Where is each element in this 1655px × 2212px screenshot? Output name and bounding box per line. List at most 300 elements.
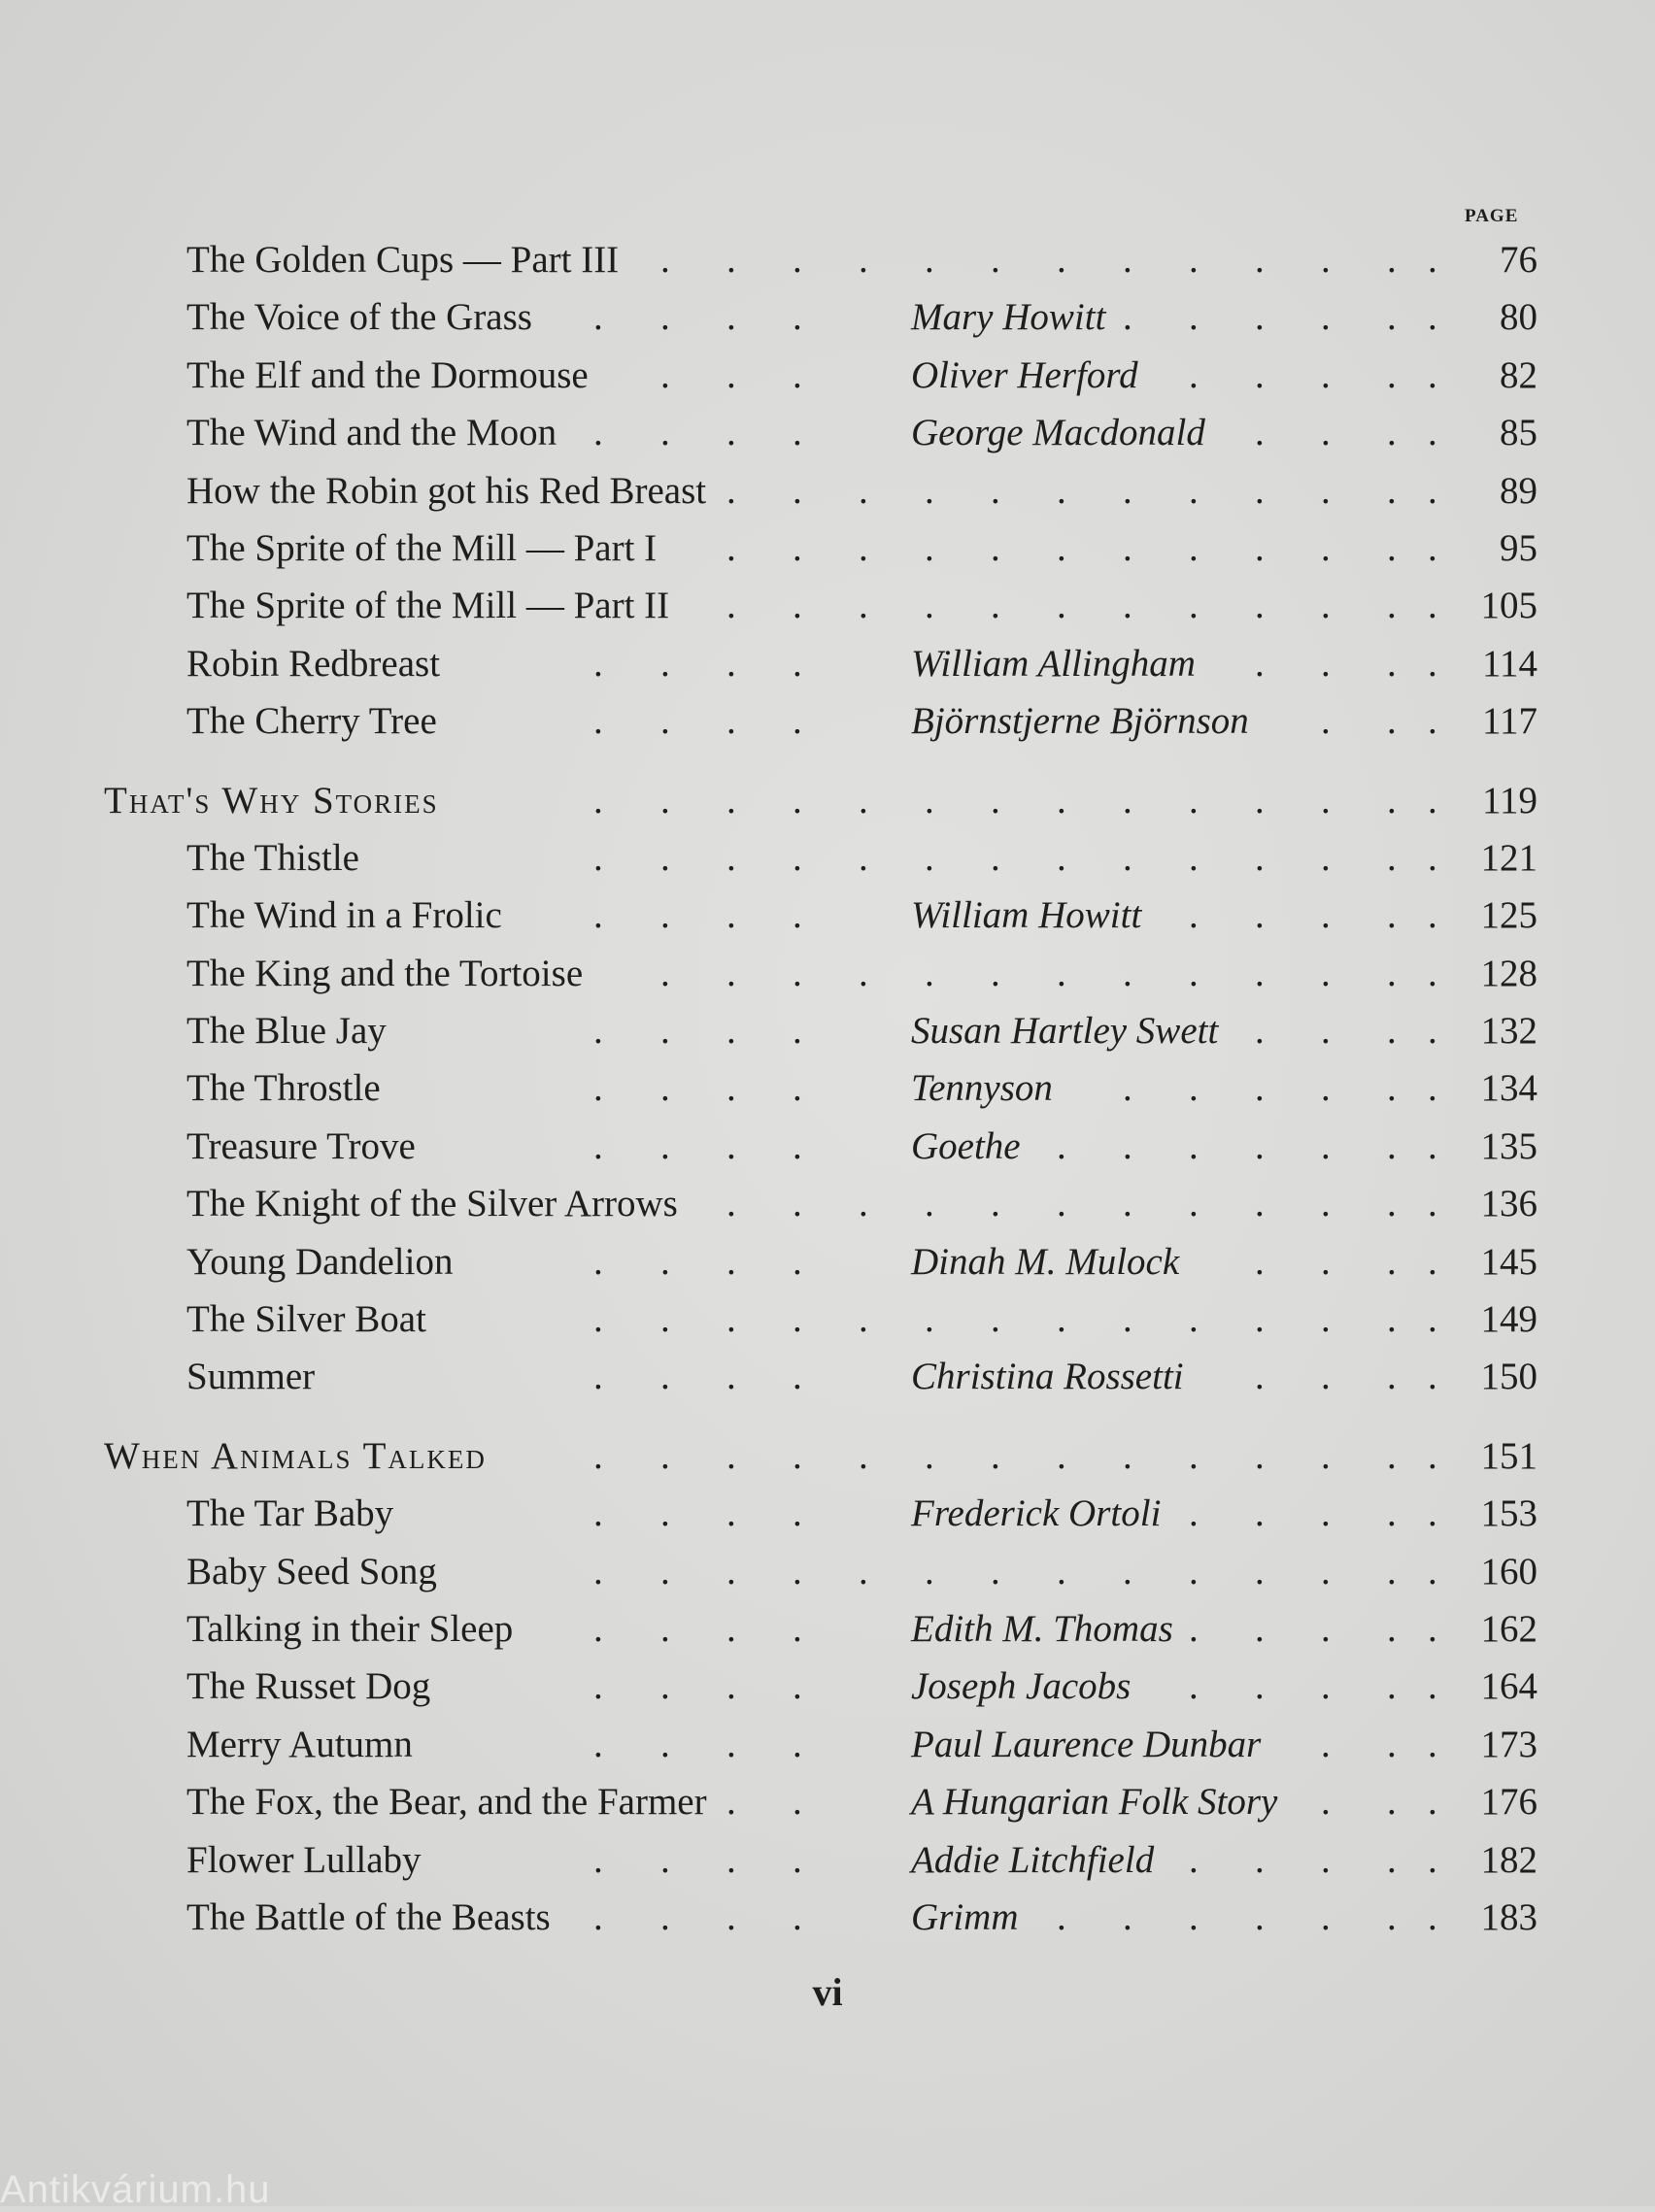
leader-dot: . <box>1255 1067 1265 1110</box>
toc-entry-author: William Howitt <box>911 894 1142 937</box>
page-column-header: PAGE <box>1465 206 1519 226</box>
toc-entry-page-number: 162 <box>1480 1607 1537 1650</box>
leader-dot: . <box>1321 1607 1331 1650</box>
leader-dot: . <box>726 1124 736 1167</box>
leader-dot: . <box>1321 1550 1331 1592</box>
leader-dot: . <box>1428 700 1437 743</box>
leader-dot: . <box>1387 239 1397 281</box>
toc-entry-author: Mary Howitt <box>911 296 1106 339</box>
leader-dot: . <box>1428 1356 1437 1398</box>
leader-dot: . <box>925 836 934 879</box>
leader-dot: . <box>1057 1895 1066 1938</box>
leader-dot: . <box>1123 779 1132 821</box>
toc-entry-page-number: 145 <box>1480 1240 1537 1283</box>
leader-dot: . <box>660 1492 670 1535</box>
leader-dot: . <box>1321 526 1331 569</box>
leader-dot: . <box>859 1550 868 1592</box>
leader-dot: . <box>991 952 1000 994</box>
leader-dot: . <box>1387 1607 1397 1650</box>
toc-entry-title: Summer <box>186 1356 316 1398</box>
leader-dot: . <box>1387 700 1397 743</box>
toc-entry-title: The Silver Boat <box>186 1298 426 1341</box>
toc-entry-page-number: 85 <box>1500 412 1537 454</box>
leader-dot: . <box>991 836 1000 879</box>
leader-dot: . <box>1123 239 1132 281</box>
leader-dot: . <box>1387 642 1397 685</box>
leader-dot: . <box>1387 952 1397 994</box>
leader-dot: . <box>793 1298 802 1341</box>
leader-dot: . <box>660 1838 670 1881</box>
toc-entry <box>0 1118 1655 1175</box>
toc-entry-page-number: 149 <box>1480 1298 1537 1341</box>
leader-dot: . <box>1123 1550 1132 1592</box>
toc-entry <box>0 577 1655 634</box>
leader-dot: . <box>726 894 736 937</box>
toc-entry <box>0 1348 1655 1405</box>
leader-dot: . <box>793 1723 802 1765</box>
leader-dot: . <box>925 239 934 281</box>
leader-dot: . <box>1321 1665 1331 1708</box>
leader-dot: . <box>660 642 670 685</box>
leader-dot: . <box>1255 585 1265 627</box>
toc-entry-title: The Sprite of the Mill — Part I <box>186 526 658 569</box>
toc-entry <box>0 1290 1655 1348</box>
leader-dot: . <box>859 779 868 821</box>
toc-entry-title: The Tar Baby <box>186 1492 394 1535</box>
toc-entry-page-number: 117 <box>1481 700 1537 743</box>
leader-dot: . <box>1321 1492 1331 1535</box>
toc-entry-title: The Elf and the Dormouse <box>186 353 589 396</box>
toc-entry-page-number: 160 <box>1480 1550 1537 1592</box>
toc-entry-title: The Blue Jay <box>186 1010 387 1053</box>
leader-dot: . <box>793 642 802 685</box>
leader-dot: . <box>1255 239 1265 281</box>
leader-dot: . <box>1321 1895 1331 1938</box>
leader-dot: . <box>1428 642 1437 685</box>
leader-dot: . <box>1428 1067 1437 1110</box>
leader-dot: . <box>1321 1010 1331 1053</box>
leader-dot: . <box>1189 353 1199 396</box>
leader-dot: . <box>1387 412 1397 454</box>
toc-entry-author: Edith M. Thomas <box>911 1607 1173 1650</box>
toc-entry <box>0 347 1655 404</box>
leader-dot: . <box>593 1665 603 1708</box>
leader-dot: . <box>1057 239 1066 281</box>
leader-dot: . <box>593 1010 603 1053</box>
toc-entry <box>0 519 1655 577</box>
leader-dot: . <box>991 1434 1000 1477</box>
toc-entry <box>0 692 1655 750</box>
leader-dot: . <box>1387 1067 1397 1110</box>
leader-dot: . <box>1189 296 1199 339</box>
toc-entry-title: The Golden Cups — Part III <box>186 239 620 281</box>
leader-dot: . <box>793 239 802 281</box>
leader-dot: . <box>660 952 670 994</box>
toc-entry-title: The Sprite of the Mill — Part II <box>186 585 670 627</box>
toc-entry-title: That's Why Stories <box>104 779 439 821</box>
leader-dot: . <box>726 1067 736 1110</box>
leader-dot: . <box>1387 526 1397 569</box>
leader-dot: . <box>793 1010 802 1053</box>
toc-entry-author: Christina Rossetti <box>911 1356 1184 1398</box>
toc-entry <box>0 1175 1655 1232</box>
leader-dot: . <box>1123 296 1132 339</box>
leader-dot: . <box>793 1183 802 1225</box>
leader-dot: . <box>1189 1838 1199 1881</box>
toc-entry <box>0 1600 1655 1658</box>
leader-dot: . <box>726 1550 736 1592</box>
leader-dot: . <box>593 779 603 821</box>
leader-dot: . <box>726 296 736 339</box>
leader-dot: . <box>593 1723 603 1765</box>
leader-dot: . <box>1428 526 1437 569</box>
leader-dot: . <box>726 952 736 994</box>
toc-entry-author: William Allingham <box>911 642 1196 685</box>
leader-dot: . <box>1321 1298 1331 1341</box>
leader-dot: . <box>1428 1240 1437 1283</box>
toc-entry-title: The Battle of the Beasts <box>186 1895 551 1938</box>
leader-dot: . <box>1321 1124 1331 1167</box>
leader-dot: . <box>1428 1492 1437 1535</box>
toc-entry-page-number: 151 <box>1480 1434 1537 1477</box>
leader-dot: . <box>726 1183 736 1225</box>
leader-dot: . <box>1428 1607 1437 1650</box>
leader-dot: . <box>1255 1240 1265 1283</box>
leader-dot: . <box>593 1067 603 1110</box>
leader-dot: . <box>660 1434 670 1477</box>
leader-dot: . <box>1123 952 1132 994</box>
toc-entry <box>0 887 1655 944</box>
leader-dot: . <box>1321 1434 1331 1477</box>
leader-dot: . <box>1428 1183 1437 1225</box>
leader-dot: . <box>859 585 868 627</box>
leader-dot: . <box>660 1356 670 1398</box>
leader-dot: . <box>1387 1183 1397 1225</box>
leader-dot: . <box>1255 894 1265 937</box>
leader-dot: . <box>793 1240 802 1283</box>
toc-entry-title: Robin Redbreast <box>186 642 441 685</box>
leader-dot: . <box>660 779 670 821</box>
leader-dot: . <box>593 700 603 743</box>
leader-dot: . <box>593 1895 603 1938</box>
leader-dot: . <box>793 353 802 396</box>
leader-dot: . <box>1387 1723 1397 1765</box>
leader-dot: . <box>1255 1895 1265 1938</box>
toc-entry-page-number: 125 <box>1480 894 1537 937</box>
leader-dot: . <box>660 894 670 937</box>
leader-dot: . <box>793 1781 802 1824</box>
toc-entry-title: The King and the Tortoise <box>186 952 584 994</box>
leader-dot: . <box>859 836 868 879</box>
leader-dot: . <box>859 1298 868 1341</box>
leader-dot: . <box>1428 412 1437 454</box>
leader-dot: . <box>1057 1124 1066 1167</box>
leader-dot: . <box>1255 1356 1265 1398</box>
leader-dot: . <box>726 642 736 685</box>
leader-dot: . <box>991 469 1000 512</box>
toc-entry <box>0 945 1655 1002</box>
toc-entry-author: Paul Laurence Dunbar <box>911 1723 1262 1765</box>
leader-dot: . <box>1428 1124 1437 1167</box>
leader-dot: . <box>726 412 736 454</box>
leader-dot: . <box>1387 296 1397 339</box>
leader-dot: . <box>1387 1124 1397 1167</box>
leader-dot: . <box>660 1298 670 1341</box>
toc-entry <box>0 1002 1655 1059</box>
leader-dot: . <box>1057 1298 1066 1341</box>
leader-dot: . <box>793 1665 802 1708</box>
leader-dot: . <box>991 1298 1000 1341</box>
toc-entry <box>0 1485 1655 1542</box>
leader-dot: . <box>1057 585 1066 627</box>
leader-dot: . <box>1123 1124 1132 1167</box>
leader-dot: . <box>1057 1183 1066 1225</box>
leader-dot: . <box>1255 952 1265 994</box>
leader-dot: . <box>1321 642 1331 685</box>
toc-entry-title: When Animals Talked <box>104 1434 487 1477</box>
leader-dot: . <box>991 239 1000 281</box>
leader-dot: . <box>925 469 934 512</box>
toc-entry <box>0 1773 1655 1830</box>
leader-dot: . <box>660 1550 670 1592</box>
leader-dot: . <box>1428 1723 1437 1765</box>
leader-dot: . <box>859 469 868 512</box>
leader-dot: . <box>859 1434 868 1477</box>
leader-dot: . <box>1321 1723 1331 1765</box>
toc-entry-page-number: 164 <box>1480 1665 1537 1708</box>
leader-dot: . <box>660 1010 670 1053</box>
toc-entry-page-number: 134 <box>1480 1067 1537 1110</box>
leader-dot: . <box>793 1492 802 1535</box>
leader-dot: . <box>1387 1240 1397 1283</box>
leader-dot: . <box>859 526 868 569</box>
toc-entry-author: Joseph Jacobs <box>911 1665 1131 1708</box>
toc-entry <box>0 1233 1655 1290</box>
leader-dot: . <box>726 1298 736 1341</box>
leader-dot: . <box>1428 836 1437 879</box>
toc-entry <box>0 1889 1655 1946</box>
leader-dot: . <box>1255 1607 1265 1650</box>
leader-dot: . <box>1428 894 1437 937</box>
leader-dot: . <box>1387 353 1397 396</box>
leader-dot: . <box>793 412 802 454</box>
toc-entry-page-number: 176 <box>1480 1781 1537 1824</box>
toc-entry-page-number: 182 <box>1480 1838 1537 1881</box>
toc-entry-page-number: 150 <box>1480 1356 1537 1398</box>
leader-dot: . <box>1321 779 1331 821</box>
leader-dot: . <box>1428 1781 1437 1824</box>
leader-dot: . <box>1387 779 1397 821</box>
toc-entry-page-number: 153 <box>1480 1492 1537 1535</box>
leader-dot: . <box>726 1665 736 1708</box>
leader-dot: . <box>1255 1124 1265 1167</box>
leader-dot: . <box>1387 1492 1397 1535</box>
leader-dot: . <box>1387 1838 1397 1881</box>
leader-dot: . <box>726 1607 736 1650</box>
leader-dot: . <box>1189 1067 1199 1110</box>
leader-dot: . <box>1189 1895 1199 1938</box>
leader-dot: . <box>593 412 603 454</box>
leader-dot: . <box>1189 894 1199 937</box>
toc-entry-title: The Cherry Tree <box>186 700 437 743</box>
toc-entry-page-number: 80 <box>1500 296 1537 339</box>
leader-dot: . <box>593 1492 603 1535</box>
leader-dot: . <box>660 1895 670 1938</box>
leader-dot: . <box>793 1838 802 1881</box>
leader-dot: . <box>1321 239 1331 281</box>
leader-dot: . <box>991 526 1000 569</box>
leader-dot: . <box>1321 952 1331 994</box>
leader-dot: . <box>1057 526 1066 569</box>
toc-entry-page-number: 76 <box>1500 239 1537 281</box>
leader-dot: . <box>925 1183 934 1225</box>
leader-dot: . <box>1189 952 1199 994</box>
toc-entry-author: A Hungarian Folk Story <box>911 1781 1278 1824</box>
leader-dot: . <box>1387 836 1397 879</box>
leader-dot: . <box>1255 642 1265 685</box>
leader-dot: . <box>925 526 934 569</box>
leader-dot: . <box>660 836 670 879</box>
leader-dot: . <box>1387 1356 1397 1398</box>
leader-dot: . <box>1428 1298 1437 1341</box>
leader-dot: . <box>660 1124 670 1167</box>
toc-entry <box>0 231 1655 288</box>
leader-dot: . <box>660 353 670 396</box>
leader-dot: . <box>925 1298 934 1341</box>
toc-entry-page-number: 119 <box>1481 779 1537 821</box>
toc-entry-author: Oliver Herford <box>911 353 1138 396</box>
leader-dot: . <box>1387 1895 1397 1938</box>
toc-entry-title: The Wind in a Frolic <box>186 894 502 937</box>
leader-dot: . <box>660 412 670 454</box>
toc-entry-page-number: 136 <box>1480 1183 1537 1225</box>
leader-dot: . <box>793 700 802 743</box>
toc-entry-author: Goethe <box>911 1124 1021 1167</box>
leader-dot: . <box>1057 1434 1066 1477</box>
toc-entry-title: The Thistle <box>186 836 359 879</box>
toc-entry-author: Dinah M. Mulock <box>911 1240 1180 1283</box>
leader-dot: . <box>793 1356 802 1398</box>
leader-dot: . <box>793 952 802 994</box>
leader-dot: . <box>660 296 670 339</box>
toc-entry <box>0 635 1655 692</box>
toc-entry-page-number: 183 <box>1480 1895 1537 1938</box>
leader-dot: . <box>1321 894 1331 937</box>
leader-dot: . <box>1255 1550 1265 1592</box>
leader-dot: . <box>1189 1183 1199 1225</box>
leader-dot: . <box>793 1895 802 1938</box>
leader-dot: . <box>593 642 603 685</box>
leader-dot: . <box>1255 779 1265 821</box>
leader-dot: . <box>726 1434 736 1477</box>
leader-dot: . <box>1387 1781 1397 1824</box>
leader-dot: . <box>925 1550 934 1592</box>
toc-entry-title: The Throstle <box>186 1067 381 1110</box>
leader-dot: . <box>726 1723 736 1765</box>
leader-dot: . <box>1255 1010 1265 1053</box>
leader-dot: . <box>1123 585 1132 627</box>
leader-dot: . <box>1321 700 1331 743</box>
leader-dot: . <box>793 296 802 339</box>
leader-dot: . <box>593 1607 603 1650</box>
toc-entry <box>0 1543 1655 1600</box>
leader-dot: . <box>593 836 603 879</box>
leader-dot: . <box>793 585 802 627</box>
leader-dot: . <box>1387 1298 1397 1341</box>
leader-dot: . <box>1428 353 1437 396</box>
leader-dot: . <box>726 779 736 821</box>
leader-dot: . <box>1428 1895 1437 1938</box>
leader-dot: . <box>991 779 1000 821</box>
leader-dot: . <box>1387 1434 1397 1477</box>
leader-dot: . <box>593 1434 603 1477</box>
toc-entry-title: Merry Autumn <box>186 1723 413 1765</box>
toc-entry-author: Grimm <box>911 1895 1019 1938</box>
leader-dot: . <box>1123 1298 1132 1341</box>
toc-entry <box>0 404 1655 461</box>
leader-dot: . <box>593 1838 603 1881</box>
leader-dot: . <box>1428 1010 1437 1053</box>
leader-dot: . <box>1428 1550 1437 1592</box>
leader-dot: . <box>1123 1067 1132 1110</box>
toc-entry-title: Young Dandelion <box>186 1240 454 1283</box>
leader-dot: . <box>660 1665 670 1708</box>
toc-entry-title: Talking in their Sleep <box>186 1607 514 1650</box>
toc-entry-title: The Voice of the Grass <box>186 296 532 339</box>
leader-dot: . <box>1057 1550 1066 1592</box>
toc-entry-author: Tennyson <box>911 1067 1053 1110</box>
leader-dot: . <box>1255 1298 1265 1341</box>
leader-dot: . <box>593 1240 603 1283</box>
leader-dot: . <box>991 1550 1000 1592</box>
leader-dot: . <box>726 1781 736 1824</box>
toc-entry-title: Treasure Trove <box>186 1124 416 1167</box>
leader-dot: . <box>1321 836 1331 879</box>
leader-dot: . <box>1057 836 1066 879</box>
leader-dot: . <box>1255 296 1265 339</box>
leader-dot: . <box>726 353 736 396</box>
leader-dot: . <box>726 1356 736 1398</box>
leader-dot: . <box>1123 1183 1132 1225</box>
leader-dot: . <box>1123 469 1132 512</box>
leader-dot: . <box>859 952 868 994</box>
leader-dot: . <box>726 1492 736 1535</box>
leader-dot: . <box>726 1240 736 1283</box>
toc-entry <box>0 1831 1655 1889</box>
leader-dot: . <box>1255 1183 1265 1225</box>
watermark: Antikvárium.hu <box>0 2168 271 2211</box>
leader-dot: . <box>1321 469 1331 512</box>
leader-dot: . <box>1321 1781 1331 1824</box>
leader-dot: . <box>1428 1434 1437 1477</box>
leader-dot: . <box>1255 412 1265 454</box>
leader-dot: . <box>660 239 670 281</box>
leader-dot: . <box>925 779 934 821</box>
leader-dot: . <box>859 239 868 281</box>
leader-dot: . <box>1123 836 1132 879</box>
leader-dot: . <box>1321 1183 1331 1225</box>
toc-entry <box>0 829 1655 887</box>
leader-dot: . <box>726 585 736 627</box>
leader-dot: . <box>1428 239 1437 281</box>
toc-entry-title: The Fox, the Bear, and the Farmer <box>186 1781 707 1824</box>
leader-dot: . <box>1189 585 1199 627</box>
toc-entry-title: The Knight of the Silver Arrows <box>186 1183 678 1225</box>
table-of-contents <box>0 231 1655 1946</box>
toc-entry <box>0 1658 1655 1715</box>
leader-dot: . <box>1387 585 1397 627</box>
toc-entry <box>0 288 1655 346</box>
